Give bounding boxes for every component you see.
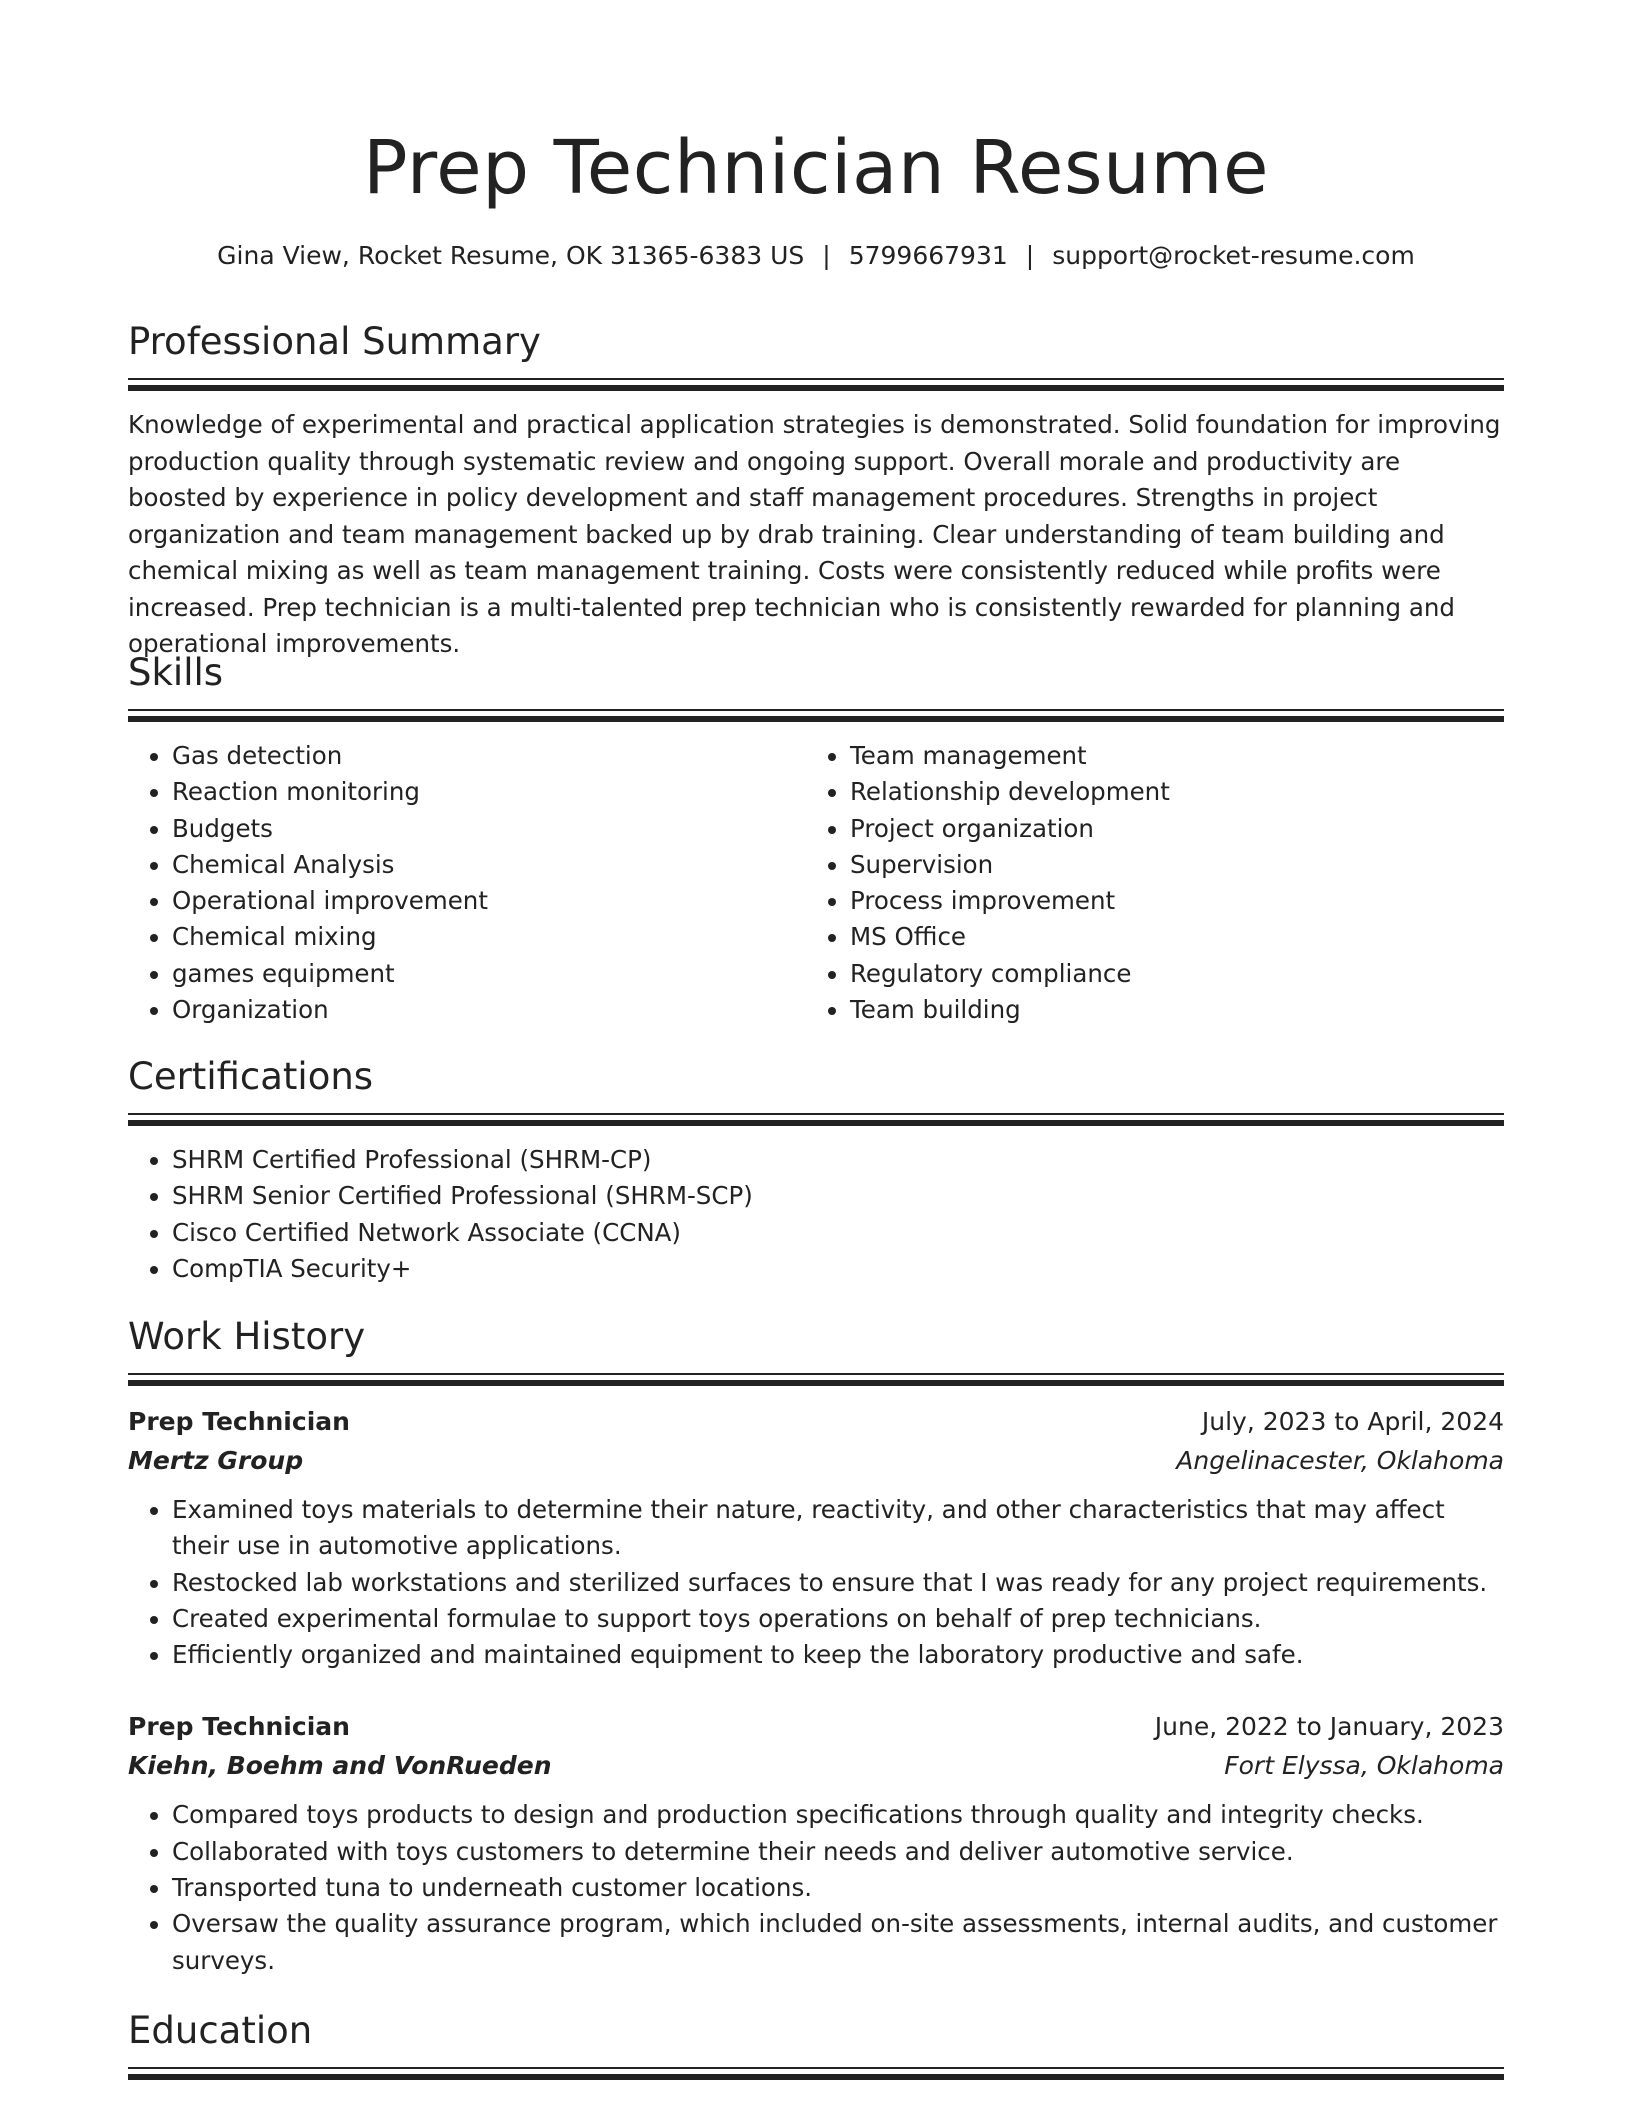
job-company: Kiehn, Boehm and VonRueden bbox=[128, 1751, 552, 1781]
skill-item: • Reaction monitoring bbox=[172, 774, 806, 810]
section-rule bbox=[128, 378, 1504, 380]
certification-item: • SHRM Certified Professional (SHRM-CP) bbox=[172, 1142, 1504, 1178]
skill-item: • Budgets bbox=[172, 811, 806, 847]
job-bullet: • Efficiently organized and maintained equipment to keep the laboratory productive and safe. bbox=[172, 1637, 1504, 1673]
job-location: Angelinacester, Oklahoma bbox=[1176, 1446, 1504, 1475]
job-dates: July, 2023 to April, 2024 bbox=[1201, 1407, 1504, 1436]
skills-columns bbox=[128, 738, 1504, 1028]
job-bullets bbox=[128, 1797, 1504, 1978]
contact-separator: | bbox=[1025, 241, 1035, 270]
job-header-row bbox=[128, 1707, 1504, 1746]
skill-item: • MS Office bbox=[850, 919, 1484, 955]
job-location: Fort Elyssa, Oklahoma bbox=[1224, 1751, 1504, 1781]
section-rule-thick bbox=[128, 1380, 1504, 1386]
work-history-heading: Work History bbox=[128, 1315, 366, 1358]
contact-line bbox=[128, 238, 1504, 274]
certifications-heading: Certifications bbox=[128, 1055, 374, 1098]
job-bullet: • Examined toys materials to determine their nature, reactivity, and other characteristics that may affect their use in automotive applications. bbox=[172, 1492, 1504, 1565]
certifications-section bbox=[128, 1053, 1504, 1287]
resume-title: Prep Technician Resume bbox=[362, 125, 1270, 211]
section-rule-thick bbox=[128, 385, 1504, 391]
job-entry bbox=[128, 1402, 1504, 1673]
certification-item: • Cisco Certified Network Associate (CCNA) bbox=[172, 1215, 1504, 1251]
skill-item: • Organization bbox=[172, 992, 806, 1028]
skill-item: • Operational improvement bbox=[172, 883, 806, 919]
skill-item: • Process improvement bbox=[850, 883, 1484, 919]
contact-address: Gina View, Rocket Resume, OK 31365-6383 US bbox=[217, 241, 805, 270]
contact-separator: | bbox=[822, 241, 831, 270]
skill-item: • Project organization bbox=[850, 811, 1484, 847]
section-rule bbox=[128, 2067, 1504, 2069]
skill-item: • Supervision bbox=[850, 847, 1484, 883]
certification-item: • CompTIA Security+ bbox=[172, 1251, 1504, 1287]
skill-item: • Chemical Analysis bbox=[172, 847, 806, 883]
skill-item: • games equipment bbox=[172, 956, 806, 992]
job-dates: June, 2022 to January, 2023 bbox=[1154, 1712, 1504, 1742]
work-history-section bbox=[128, 1313, 1504, 1979]
job-bullet: • Created experimental formulae to support toys operations on behalf of prep technicians. bbox=[172, 1601, 1504, 1637]
skills-column-left bbox=[128, 738, 806, 1028]
education-heading: Education bbox=[128, 2009, 313, 2052]
job-bullet: • Restocked lab workstations and sterilized surfaces to ensure that I was ready for any project requirements. bbox=[172, 1565, 1504, 1601]
section-rule bbox=[128, 709, 1504, 711]
contact-email[interactable]: support@rocket-resume.com bbox=[1052, 241, 1415, 270]
job-entry bbox=[128, 1707, 1504, 1978]
summary-text: Knowledge of experimental and practical application strategies is demonstrated. Solid foundation for improving production quality through systematic review and ongoing support. Overall morale and productivity are boosted by experience in policy development and staff management procedures. Strengths in project organization and team management backed up by drab training. Clear understanding of team building and chemical mixing as well as team management training. Costs were consistently reduced while profits were increased. Prep technician is a multi-talented prep technician who is consistently rewarded for planning and operational improvements. bbox=[128, 410, 1501, 658]
job-bullets bbox=[128, 1492, 1504, 1673]
summary-section bbox=[128, 318, 1504, 663]
section-rule bbox=[128, 1373, 1504, 1375]
skill-item: • Gas detection bbox=[172, 738, 806, 774]
job-header-row bbox=[128, 1402, 1504, 1441]
skill-item: • Regulatory compliance bbox=[850, 956, 1484, 992]
certifications-list bbox=[128, 1142, 1504, 1287]
skills-heading: Skills bbox=[128, 651, 224, 694]
job-bullet: • Collaborated with toys customers to determine their needs and deliver automotive service. bbox=[172, 1834, 1504, 1870]
skill-item: • Relationship development bbox=[850, 774, 1484, 810]
job-bullet: • Compared toys products to design and production specifications through quality and integrity checks. bbox=[172, 1797, 1504, 1833]
section-rule-thick bbox=[128, 1120, 1504, 1126]
summary-heading: Professional Summary bbox=[128, 320, 541, 363]
job-company: Mertz Group bbox=[128, 1446, 304, 1475]
section-rule-thick bbox=[128, 2074, 1504, 2080]
job-company-row bbox=[128, 1441, 1504, 1480]
job-bullet: • Oversaw the quality assurance program, which included on-site assessments, internal audits, and customer surveys. bbox=[172, 1906, 1504, 1979]
contact-phone: 5799667931 bbox=[848, 241, 1008, 270]
skills-section bbox=[128, 649, 1504, 1028]
job-title: Prep Technician bbox=[128, 1712, 350, 1742]
job-company-row bbox=[128, 1746, 1504, 1785]
certification-item: • SHRM Senior Certified Professional (SHRM-SCP) bbox=[172, 1178, 1504, 1214]
section-rule bbox=[128, 1113, 1504, 1115]
skill-item: • Team building bbox=[850, 992, 1484, 1028]
section-rule-thick bbox=[128, 716, 1504, 722]
job-bullet: • Transported tuna to underneath customer locations. bbox=[172, 1870, 1504, 1906]
education-section bbox=[128, 2007, 1504, 2080]
skills-column-right bbox=[806, 738, 1484, 1028]
skill-item: • Chemical mixing bbox=[172, 919, 806, 955]
skills-list-right bbox=[806, 738, 1484, 1028]
skill-item: • Team management bbox=[850, 738, 1484, 774]
skills-list-left bbox=[128, 738, 806, 1028]
job-title: Prep Technician bbox=[128, 1407, 350, 1436]
